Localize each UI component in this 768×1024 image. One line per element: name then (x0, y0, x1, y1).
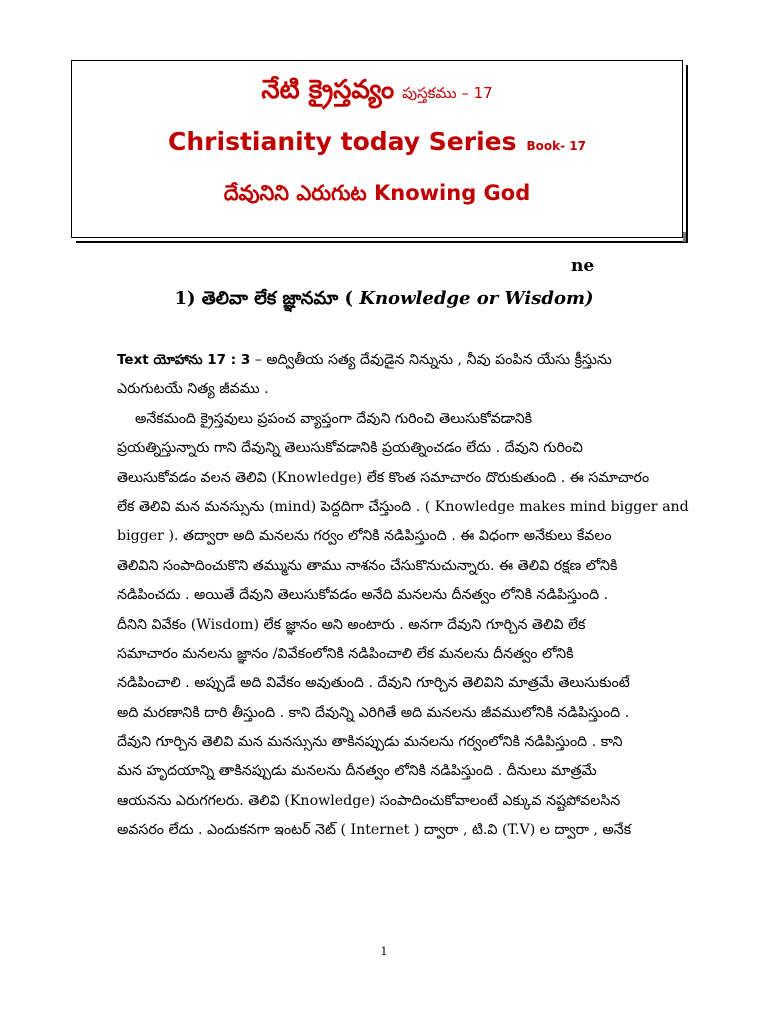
book-number-telugu: పుస్తకము – 17 (402, 84, 493, 102)
text-line (117, 728, 697, 757)
text-line-content: తెలుసుకోవడం వలన తెలివి (Knowledge) లేక కొంత సమాచారం దొరుకుతుంది . ఈ సమాచారం (117, 469, 650, 486)
title-telugu (72, 75, 682, 111)
text-line-content: ప్రయత్నిస్తున్నారు గాని దేవున్ని తెలుసుకోవడానికి ప్రయత్నించడం లేదు . దేవుని గురించి (117, 440, 583, 457)
stray-mark (683, 232, 686, 242)
subtitle: దేవునిని ఎరుగుట Knowing God (223, 181, 531, 205)
title-english (72, 127, 682, 156)
text-line-content: అది మరణానికి దారి తీస్తుంది . కాని దేవున్ని ఎరిగితే అది మనలను జీవములోనికి నడిపిస్తుంది . (117, 704, 630, 721)
text-line (117, 464, 697, 493)
text-line (117, 816, 697, 845)
text-line-content: దీనిని వివేకం (Wisdom) లేక జ్ఞానం అని అంటారు . అనగా దేవుని గూర్చిన తెలివి లేక (117, 616, 586, 633)
text-line (117, 581, 697, 610)
text-line (117, 552, 697, 581)
text-line (117, 346, 697, 375)
text-line-content: లేక తెలివి మన మనస్సును (mind) పెద్దదిగా చేస్తుంది . ( Knowledge makes mind bigger and (117, 498, 689, 515)
text-line-content: bigger ). తద్వారా అది మనలను గర్వం లోనికి నడిపిస్తుంది . ఈ విధంగా అనేకులు కేవలం (117, 528, 612, 545)
title-telugu-main: నేటి క్రైస్తవ్యం (261, 75, 395, 105)
text-line (117, 611, 697, 640)
text-line-content: నడిపించాలి . అప్పుడే అది వివేకం అవుతుంది . దేవుని గూర్చిన తెలివిని మాత్రమే తెలుసుకుంటే (117, 675, 630, 692)
text-line-content: తెలివిని సంపాదించుకొని తమ్మును తాము నాశనం చేసుకొనుచున్నారు. ఈ తెలివి రక్షణ లోనికి (117, 557, 618, 574)
text-line-content: అవసరం లేదు . ఎందుకనగా ఇంటర్ నెట్ ( Internet ) ద్వారా , టి.వి (T.V) ల ద్వారా , అనేక (117, 822, 632, 839)
book-number-english: Book- 17 (526, 139, 586, 153)
text-line (117, 699, 697, 728)
text-line-content: దేవుని గూర్చిన తెలివి మన మనస్సును తాకినప్పుడు మనలను గర్వంలోనికి నడిపిస్తుంది . కాని (117, 734, 623, 751)
text-line (117, 669, 697, 698)
text-line (117, 405, 697, 434)
text-line-content: మన హృదయాన్ని తాకినప్పుడు మనలను దీనత్వం లోనికి నడిపిస్తుంది . దీనులు మాత్రమే (117, 763, 597, 780)
text-line (117, 375, 697, 404)
text-line-content: ఆయనను ఎరుగగలరు. తెలివి (Knowledge) సంపాదించుకోవాలంటే ఎక్కువ నష్టపోవలసిన (117, 792, 621, 809)
text-line-content: నడిపించదు . అయితే దేవుని తెలుసుకోవడం అనేది మనలను దీనత్వం లోనికి నడిపిస్తుంది . (117, 587, 609, 604)
text-line-content: – అద్వితీయ సత్య దేవుడైన నిన్నును , నీవు పంపిన యేసు క్రీస్తును (250, 352, 612, 368)
text-line (117, 787, 697, 816)
text-line-content: అనేకమంది క్రైస్తవులు ప్రపంచ వ్యాప్తంగా దేవుని గురించి తెలుసుకోవడానికి (135, 410, 533, 427)
text-line-content: సమాచారం మనలను జ్ఞానం /వివేకంలోనికి నడిపించాలి లేక మనలను దీనత్వం లోనికి (117, 645, 574, 662)
scripture-reference: Text యోహాను 17 : 3 (117, 352, 251, 368)
text-line (117, 522, 697, 551)
title-box (71, 60, 683, 238)
body-paragraph (117, 346, 697, 846)
section-heading (0, 288, 768, 313)
text-line (117, 434, 697, 463)
text-line-content: ఎరుగుటయే నిత్య జీవము . (117, 381, 269, 398)
section-heading-telugu: 1) తెలివా లేక జ్ఞానమా ( (174, 288, 354, 309)
text-line (117, 640, 697, 669)
text-line (117, 757, 697, 786)
text-line (117, 493, 697, 522)
stray-text: ne (571, 256, 595, 276)
section-heading-english: Knowledge or Wisdom) (359, 288, 594, 309)
series-title: Christianity today Series (168, 127, 517, 156)
page-number: 1 (380, 945, 388, 958)
